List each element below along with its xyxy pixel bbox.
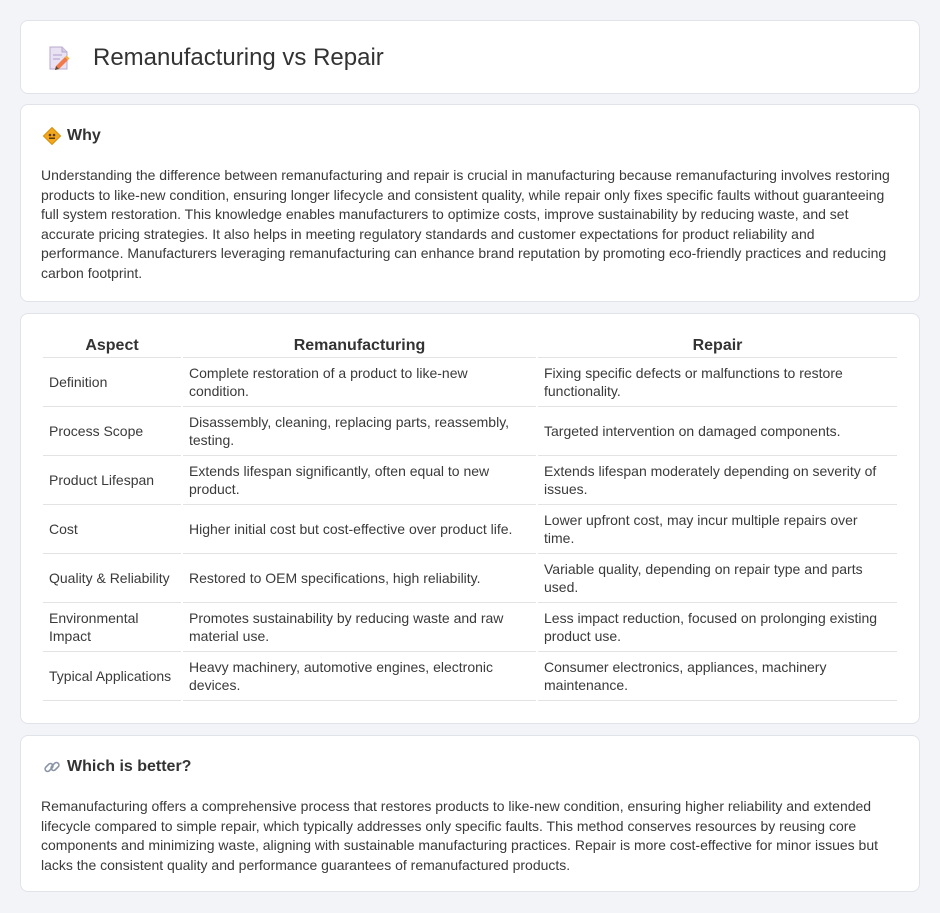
table-row [43,358,897,407]
better-text: Remanufacturing offers a comprehensive process that restores products to like-new condition, ensuring higher reliability and extended lifecycle compared to simple repair, which typically addresses only specific faults. This method conserves resources by reusing core components and minimizing waste, aligning with sustainable manufacturing practices. Repair is more cost-effective for minor issues but lacks the consistent quality and performance guarantees of remanufactured products. [41,798,879,873]
table-row [43,652,897,701]
why-title: Why [67,127,101,144]
table-cell-aspect: Definition [43,358,181,407]
table-cell-remanufacturing: Higher initial cost but cost-effective over product life. [183,505,536,554]
table-cell-remanufacturing: Heavy machinery, automotive engines, electronic devices. [183,652,536,701]
better-title: Which is better? [67,758,192,775]
table-cell-remanufacturing: Complete restoration of a product to like-new condition. [183,358,536,407]
table-cell-aspect: Quality & Reliability [43,554,181,603]
table-row [43,407,897,456]
page-title: Remanufacturing vs Repair [93,44,384,71]
document-pencil-icon [47,45,71,71]
link-icon [43,758,61,776]
table-cell-aspect: Cost [43,505,181,554]
table-cell-aspect: Process Scope [43,407,181,456]
better-heading [43,758,191,776]
table-row [43,603,897,652]
header-card [20,20,920,94]
comparison-table [41,334,899,701]
why-heading [43,127,101,145]
table-cell-repair: Extends lifespan moderately depending on severity of issues. [538,456,897,505]
diamond-sign-icon [43,127,61,145]
column-header: Aspect [43,334,181,358]
table-row [43,456,897,505]
table-cell-aspect: Typical Applications [43,652,181,701]
table-header-row [43,334,897,358]
table-cell-remanufacturing: Disassembly, cleaning, replacing parts, reassembly, testing. [183,407,536,456]
table-cell-repair: Consumer electronics, appliances, machinery maintenance. [538,652,897,701]
which-is-better-section [20,735,920,892]
why-section [20,104,920,302]
why-text: Understanding the difference between remanufacturing and repair is crucial in manufacturing because remanufacturing involves restoring products to like-new condition, ensuring longer lifecycle and consistent quality, while repair only fixes specific faults without guaranteeing full system restoration. This knowledge enables manufacturers to optimize costs, improve sustainability by reducing waste, and set accurate pricing strategies. It also helps in meeting regulatory standards and customer expectations for product reliability and performance. Manufacturers leveraging remanufacturing can enhance brand reputation by promoting eco-friendly practices and reducing carbon footprint. [41,167,890,281]
table-cell-repair: Targeted intervention on damaged components. [538,407,897,456]
table-cell-aspect: Product Lifespan [43,456,181,505]
table-row [43,554,897,603]
table-cell-remanufacturing: Extends lifespan significantly, often equal to new product. [183,456,536,505]
comparison-card [20,313,920,724]
table-cell-aspect: Environmental Impact [43,603,181,652]
table-cell-repair: Less impact reduction, focused on prolonging existing product use. [538,603,897,652]
table-cell-remanufacturing: Promotes sustainability by reducing waste and raw material use. [183,603,536,652]
table-cell-remanufacturing: Restored to OEM specifications, high reliability. [183,554,536,603]
table-cell-repair: Fixing specific defects or malfunctions to restore functionality. [538,358,897,407]
column-header: Repair [538,334,897,358]
table-cell-repair: Variable quality, depending on repair type and parts used. [538,554,897,603]
table-cell-repair: Lower upfront cost, may incur multiple repairs over time. [538,505,897,554]
table-row [43,505,897,554]
column-header: Remanufacturing [183,334,536,358]
